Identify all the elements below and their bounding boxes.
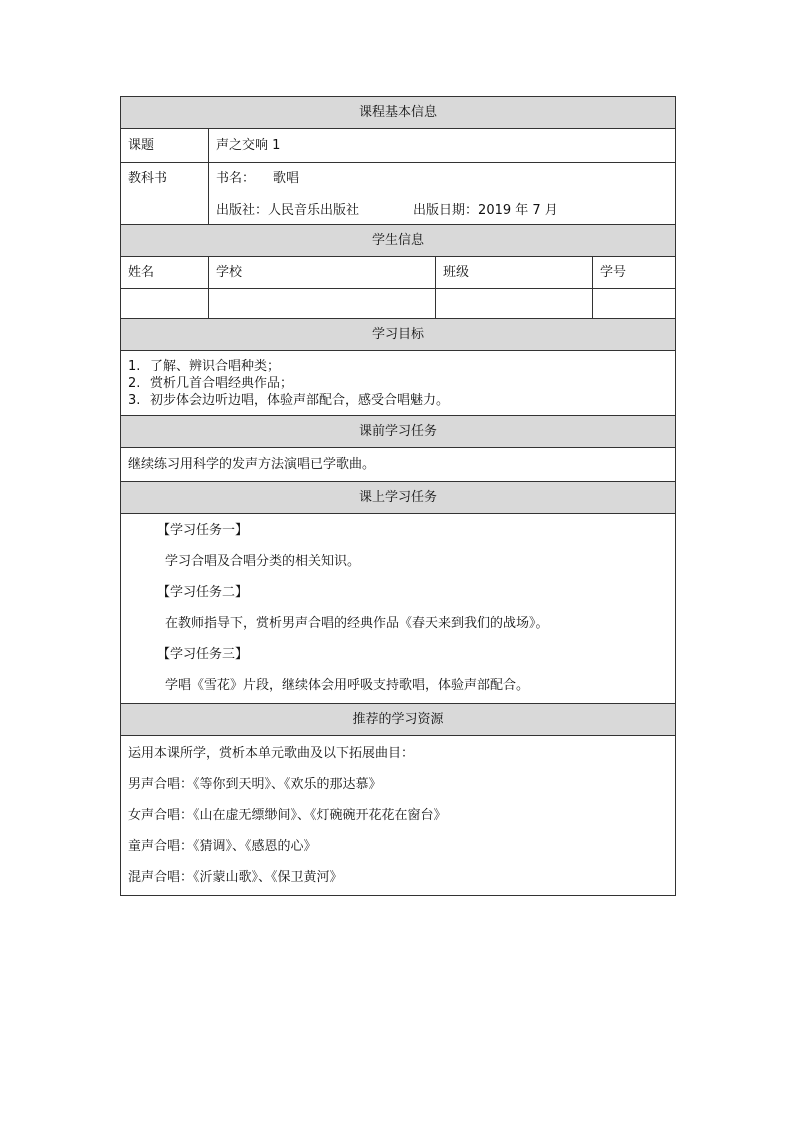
in-class-tasks — [121, 514, 676, 704]
task-body: 在教师指导下，赏析男声合唱的经典作品《春天来到我们的战场》。 — [165, 616, 549, 631]
task-body: 学唱《雪花》片段，继续体会用呼吸支持歌唱，体验声部配合。 — [165, 678, 530, 693]
goals-row — [121, 351, 676, 416]
pub-date-value: 2019 年 7 月 — [478, 203, 558, 218]
pub-date-label: 出版日期： — [413, 203, 479, 218]
student-value-row — [121, 289, 676, 319]
resources-header-row — [121, 704, 676, 736]
lesson-info-table — [120, 96, 676, 896]
student-label-row — [121, 257, 676, 289]
pre-class-task: 继续练习用科学的发声方法演唱已学歌曲。 — [121, 448, 676, 482]
course-info-header-row — [121, 97, 676, 129]
goal-text: 初步体会边听边唱，体验声部配合，感受合唱魅力。 — [150, 392, 450, 408]
publisher-label: 出版社： — [216, 203, 269, 218]
goal-number: 3. — [128, 392, 141, 408]
school-value-field[interactable] — [209, 289, 436, 319]
goals-list — [128, 358, 668, 409]
class-value-field[interactable] — [436, 289, 593, 319]
book-name-line — [216, 169, 668, 189]
goals-cell — [121, 351, 676, 416]
goal-text: 赏析几首合唱经典作品； — [150, 375, 294, 391]
textbook-row — [121, 163, 676, 225]
topic-value: 声之交响 1 — [209, 129, 676, 163]
task-title: 【学习任务一】 — [157, 523, 249, 538]
resources-header: 推荐的学习资源 — [121, 704, 676, 736]
in-class-row — [121, 514, 676, 704]
pre-class-row — [121, 448, 676, 482]
school-label: 学校 — [209, 257, 436, 289]
textbook-details — [209, 163, 676, 225]
resource-mixed-choir: 混声合唱：《沂蒙山歌》、《保卫黄河》 — [128, 870, 343, 885]
pre-class-header-row — [121, 416, 676, 448]
student-id-value-field[interactable] — [593, 289, 676, 319]
goal-item — [128, 375, 668, 392]
resources-intro: 运用本课所学，赏析本单元歌曲及以下拓展曲目： — [128, 746, 415, 761]
topic-row — [121, 129, 676, 163]
publisher-value: 人民音乐出版社 — [268, 203, 360, 218]
goal-number: 1. — [128, 358, 141, 374]
resources-cell — [121, 736, 676, 896]
resources-row — [121, 736, 676, 896]
resource-male-choir: 男声合唱：《等你到天明》、《欢乐的那达慕》 — [128, 777, 382, 792]
resource-female-choir: 女声合唱：《山在虚无缥缈间》、《灯碗碗开花花在窗台》 — [128, 808, 447, 823]
student-info-header: 学生信息 — [121, 225, 676, 257]
task-title: 【学习任务三】 — [157, 647, 249, 662]
goal-item — [128, 358, 668, 375]
in-class-header-row — [121, 482, 676, 514]
task-body: 学习合唱及合唱分类的相关知识。 — [165, 554, 361, 569]
publisher-line — [216, 201, 668, 221]
task-title: 【学习任务二】 — [157, 585, 249, 600]
book-name-label: 书名： — [216, 171, 256, 186]
name-label: 姓名 — [121, 257, 209, 289]
textbook-label: 教科书 — [121, 163, 209, 225]
goals-header-row — [121, 319, 676, 351]
topic-label: 课题 — [121, 129, 209, 163]
course-info-header: 课程基本信息 — [121, 97, 676, 129]
goal-number: 2. — [128, 375, 141, 391]
goals-header: 学习目标 — [121, 319, 676, 351]
goal-text: 了解、辨识合唱种类； — [150, 358, 281, 374]
student-info-header-row — [121, 225, 676, 257]
class-label: 班级 — [436, 257, 593, 289]
student-id-label: 学号 — [593, 257, 676, 289]
name-value-field[interactable] — [121, 289, 209, 319]
in-class-header: 课上学习任务 — [121, 482, 676, 514]
goal-item — [128, 392, 668, 409]
resource-children-choir: 童声合唱：《猜调》、《感恩的心》 — [128, 839, 317, 854]
pre-class-header: 课前学习任务 — [121, 416, 676, 448]
book-name-value: 歌唱 — [273, 171, 300, 186]
